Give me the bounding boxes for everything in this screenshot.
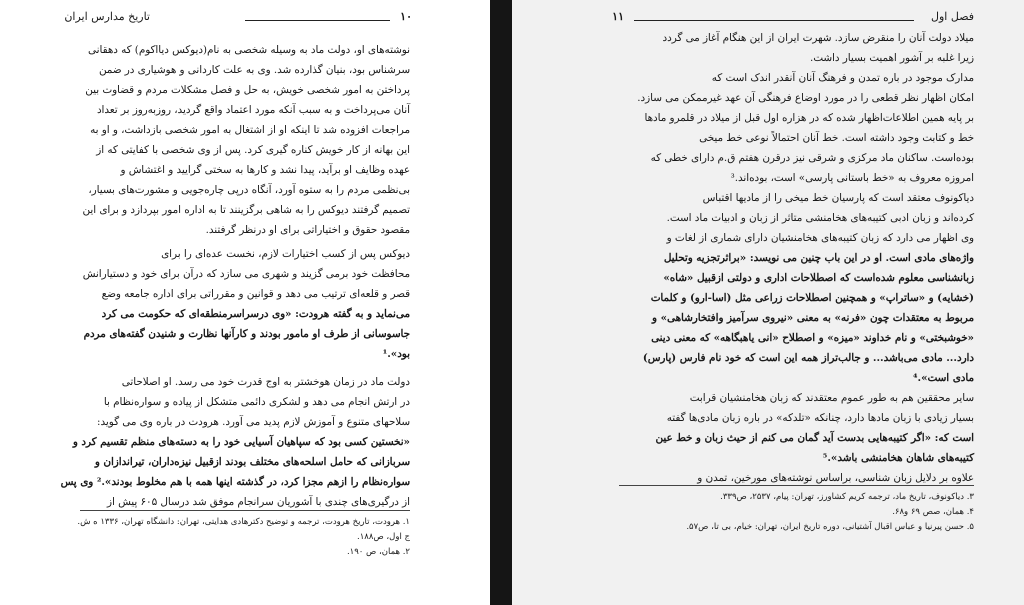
text-line: بوده‌است. ساکنان ماد مرکزی و شرقی نیز درقرن هفتم ق.م دارای خطی که	[650, 152, 974, 164]
right-paragraph-3	[619, 188, 974, 388]
text-line: تصمیم گرفتند دیوکس را به شاهی برگزینند تا به اداره امور بپردازد و برای این	[82, 204, 410, 216]
text-line: علاوه بر دلایل زبان شناسی، براساس نوشته‌های مورخین، تمدن و	[697, 472, 974, 484]
right-footnote-separator	[619, 485, 974, 486]
text-line: در ارتش انجام می دهد و لشکری دائمی متشکل از پیاده و سواره‌نظام با	[103, 396, 410, 408]
text-line: سایر محققین هم به طور عموم معتقدند که زبان هخامنشیان قرابت	[689, 392, 974, 404]
right-paragraph-4	[619, 388, 974, 488]
left-page-body	[60, 40, 410, 512]
text-line: دیوکس پس از کسب اختیارات لازم، نخست عده‌ای را برای	[161, 248, 410, 260]
text-line: می‌نماید و به گفته هرودت: «وی درسراسرمنطقه‌ای که حکومت می کرد	[101, 308, 410, 320]
text-line: امروزه معروف به «خط باستانی پارسی» است، بوده‌اند.³	[730, 172, 974, 184]
left-footnote-separator	[80, 510, 410, 511]
right-running-title: فصل اول	[931, 10, 974, 23]
text-line: پرداختن به امور شخصی خویش، به حل و فصل مشکلات مردم و قضاوت بین	[85, 84, 410, 96]
right-footnotes	[619, 490, 974, 535]
text-line: میلاد دولت آنان را منقرض سازد. شهرت ایران از این هنگام آغاز می گردد	[662, 32, 974, 44]
text-line: بی‌نظمی مردم را به ستوه آورد، آنگاه درپی چاره‌جویی و مشورت‌های بسیار،	[88, 184, 410, 196]
left-running-title: تاریخ مدارس ایران	[64, 10, 150, 23]
text-line: بسیار زیادی با زبان مادها دارد، چنانکه «تلدکه» در باره زبان مادی‌ها گفته	[666, 412, 974, 424]
footnote: ج اول، ص۱۸۸.	[357, 532, 410, 542]
left-paragraph-2	[80, 244, 410, 364]
text-line: نوشته‌های او، دولت ماد به وسیله شخصی به نام(دیوکس دیااکوم) که دهقانی	[88, 44, 410, 56]
text-line: مادی است».⁴	[912, 372, 974, 384]
right-header-rule	[634, 20, 914, 21]
left-page-header	[0, 10, 490, 28]
left-page-number: ۱۰	[400, 10, 412, 23]
text-line: سلاحهای متنوع و آموزش لازم پدید می آورد. هرودت در باره وی می گوید:	[97, 416, 410, 428]
text-line: محافظت خود برمی گزیند و شهری می سازد که درآن برای خود و دستیارانش	[82, 268, 410, 280]
text-line: زیرا غلبه بر آشور اهمیت بسیار داشت.	[810, 52, 974, 64]
right-paragraph-1	[619, 28, 974, 68]
text-line: واژه‌های مادی است. او در این باب چنین می نویسد: «براثرتجزیه وتحلیل	[663, 252, 974, 264]
left-header-rule	[245, 20, 390, 21]
text-line: از درگیری‌های چندی با آشوریان سرانجام موفق شد درسال ۶۰۵ پیش از	[107, 496, 410, 508]
text-line: دیاکونوف معتقد است که پارسیان خط میخی را از مادیها اقتباس	[702, 192, 974, 204]
text-line: کرده‌اند و زبان ادبی کتیبه‌های هخامنشی متاثر از زبان و ادبیات ماد است.	[666, 212, 974, 224]
text-line: مقصود حقوق و اختیاراتی برای او درنظر گرفتند.	[205, 224, 410, 236]
text-line: «خوشبختی» و نام خداوند «میزه» و اصطلاح «انی یاهبگاهه» که معنی دینی	[651, 332, 974, 344]
text-line: این بهانه از کار خویش کناره گیری کرد. پس از وی شخصی با کفایتی که از	[96, 144, 410, 156]
right-paragraph-2	[619, 68, 974, 188]
text-line: وی اظهار می دارد که زبان کتیبه‌های هخامنشیان دارای شماری از لغات و	[666, 232, 974, 244]
right-page-body	[619, 28, 974, 488]
text-line: بر پایه همین اطلاعات‌اظهار شده که در هزاره اول قبل از میلاد در قلمرو مادها	[644, 112, 974, 124]
text-line: مراجعات افزوده شد تا اینکه او از اشتغال به امور شخصی بازداشت، و او به	[90, 124, 410, 136]
text-line: است که: «اگر کتیبه‌هایی بدست آید گمان می کنم از حیث زبان و خط عین	[655, 432, 974, 444]
text-line: امکان اظهار نظر قطعی را در مورد اوضاع فرهنگی آن عهد غیرممکن می سازد.	[637, 92, 974, 104]
left-footnotes	[77, 515, 410, 560]
text-line: کتیبه‌های شاهان هخامنشی باشد».⁵	[822, 452, 974, 464]
text-line: دولت ماد در زمان هوخشتر به اوج قدرت خود می رسد. او اصلاحاتی	[121, 376, 410, 388]
text-line: آنان می‌پرداخت و به سبب آنکه مورد اعتماد واقع گردید، روزبه‌روز بر تعداد	[96, 104, 410, 116]
text-line: سربازانی که حامل اسلحه‌های مختلف بودند ازقبیل نیزه‌داران، تیراندازان و	[94, 456, 410, 468]
text-line: مدارک موجود در باره تمدن و فرهنگ آنان آنقدر اندک است که	[711, 72, 974, 84]
footnote: ۴. همان، صص ۶۹ و۶۸.	[892, 507, 974, 517]
left-page	[0, 0, 490, 605]
text-line: قصر و قلعه‌ای ترتیب می دهد و قوانین و مقرراتی برای اداره جامعه وضع	[101, 288, 410, 300]
text-line: بود».¹	[382, 348, 410, 360]
text-line: (خشایه) و «ساتراپ» و همچنین اصطلاحات زراعی مثل (اسا-ارو) و کلمات	[650, 292, 974, 304]
text-line: سرشناس بود، بنیان گذارده شد. وی به علت کاردانی و هوشیاری در ضمن	[98, 64, 410, 76]
text-line: عهده وظایف او برآید، پیدا نشد و کارها به سختی گرایید و اغتشاش و	[120, 164, 410, 176]
right-page	[512, 0, 1024, 605]
footnote: ۱. هرودت، تاریخ هرودت، ترجمه و توضیح دکترهادی هدایتی، تهران: دانشگاه تهران، ۱۳۳۶ ه ش.	[77, 517, 410, 527]
text-line: دارد... مادی می‌باشد... و جالب‌تراز همه این است که خود نام فارس (پارس)	[642, 352, 974, 364]
footnote: ۵. حسن پیرنیا و عباس اقبال آشتیانی، دوره تاریخ ایران، تهران: خیام، بی تا، ص۵۷.	[686, 522, 974, 532]
text-line: زبانشناسی معلوم شده‌است که اصطلاحات اداری و دولتی ازقبیل «شاه»	[663, 272, 974, 284]
text-line: «نخستین کسی بود که سپاهیان آسیایی خود را به دسته‌های منظم تقسیم کرد و	[72, 436, 410, 448]
right-page-number: ۱۱	[612, 10, 624, 23]
text-line: مربوط به معتقدات چون «فرنه» به معنی «نیروی سرآمیز وافتخارشاهی» و	[652, 312, 974, 324]
footnote: ۳. دیاکونوف، تاریخ ماد، ترجمه کریم کشاورز، تهران: پیام، ۲۵۳۷، ص۳۳۹.	[720, 492, 974, 502]
text-line: جاسوسانی از طرف او مامور بودند و کارآنها نظارت و شنیدن گفته‌های مردم	[83, 328, 410, 340]
right-page-header	[512, 10, 1024, 28]
text-line: سواره‌نظام را ازهم مجزا کرد، در گذشته اینها همه با هم مخلوط بودند».² وی پس	[60, 476, 410, 488]
footnote: ۲. همان، ص ۱۹۰.	[346, 547, 410, 557]
text-line: خط و کتابت وجود داشته است. خط آنان احتمالاً نوعی خط میخی	[699, 132, 974, 144]
book-gutter	[490, 0, 512, 605]
left-paragraph-1	[80, 40, 410, 240]
left-paragraph-3	[60, 372, 410, 512]
